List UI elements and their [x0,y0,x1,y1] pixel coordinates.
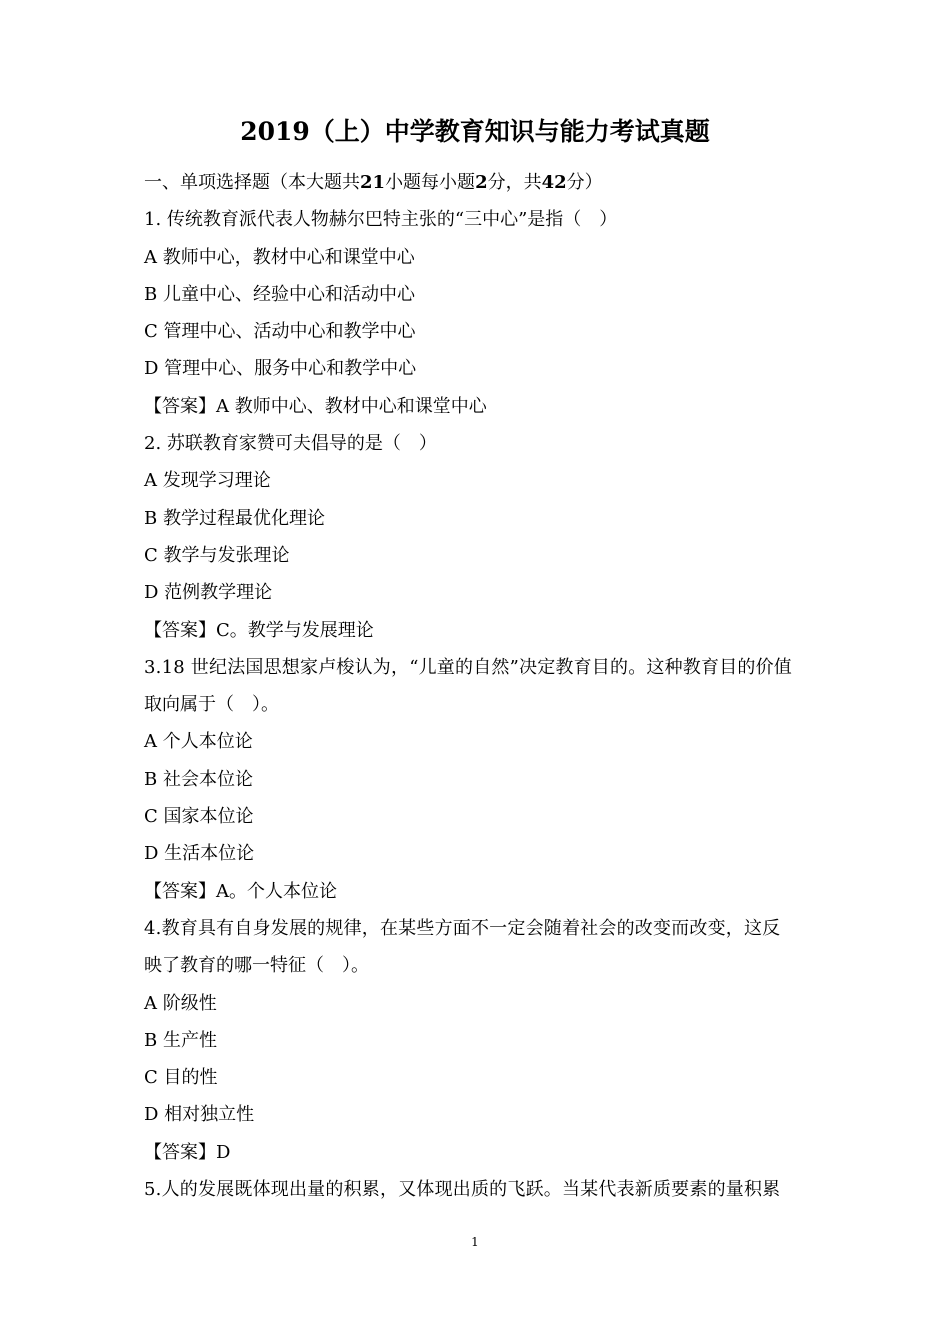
question-1-option-c: C 管理中心、活动中心和教学中心 [144,321,416,343]
question-1-answer: 【答案】A 教师中心、教材中心和课堂中心 [144,395,487,417]
question-3-option-a: A 个人本位论 [144,731,253,753]
question-3-option-d: D 生活本位论 [144,843,255,865]
question-1-option-a: A 教师中心，教材中心和课堂中心 [144,246,415,268]
question-3-answer: 【答案】A。个人本位论 [144,880,337,902]
question-2-option-b: B 教学过程最优化理论 [144,507,325,529]
document-title: 2019（上）中学教育知识与能力考试真题 [240,117,710,146]
question-3-stem-line-1: 3.18 世纪法国思想家卢梭认为，“儿童的自然”决定教育目的。这种教育目的价值 [144,656,793,678]
question-3-option-c: C 国家本位论 [144,806,254,828]
question-1-stem: 1. 传统教育派代表人物赫尔巴特主张的“三中心”是指（ ） [144,209,618,231]
question-3-stem-line-2: 取向属于（ ）。 [144,694,279,716]
section-points-each: 2 [475,172,488,193]
question-3-option-b: B 社会本位论 [144,768,253,790]
page-number: 1 [471,1235,479,1249]
section-total-points: 42 [541,172,567,193]
question-4-option-c: C 目的性 [144,1067,218,1089]
question-4-answer: 【答案】D [144,1141,231,1163]
question-2-option-d: D 范例教学理论 [144,582,273,604]
question-5-stem-line-1: 5.人的发展既体现出量的积累，又体现出质的飞跃。当某代表新质要素的量积累 [144,1179,781,1201]
question-4-option-d: D 相对独立性 [144,1104,255,1126]
section-heading-middle2: 分，共 [487,172,542,193]
section-heading-middle: 小题每小题 [385,172,476,193]
document-body [144,164,814,1208]
section-heading [144,164,814,201]
question-4-option-a: A 阶级性 [144,992,217,1014]
question-2-stem: 2. 苏联教育家赞可夫倡导的是（ ） [144,433,437,455]
question-4-stem-line-1: 4.教育具有自身发展的规律，在某些方面不一定会随着社会的改变而改变，这反 [144,917,781,939]
question-2-answer: 【答案】C。教学与发展理论 [144,619,374,641]
section-heading-suffix: 分） [566,172,603,193]
question-2-option-c: C 教学与发张理论 [144,544,290,566]
question-4-stem-line-2: 映了教育的哪一特征（ ）。 [144,955,369,977]
question-1-option-d: D 管理中心、服务中心和教学中心 [144,358,417,380]
section-heading-prefix: 一、单项选择题（本大题共 [144,172,360,193]
question-4-option-b: B 生产性 [144,1029,217,1051]
section-question-count: 21 [360,172,386,193]
question-2-option-a: A 发现学习理论 [144,470,271,492]
question-1-option-b: B 儿童中心、经验中心和活动中心 [144,283,415,305]
